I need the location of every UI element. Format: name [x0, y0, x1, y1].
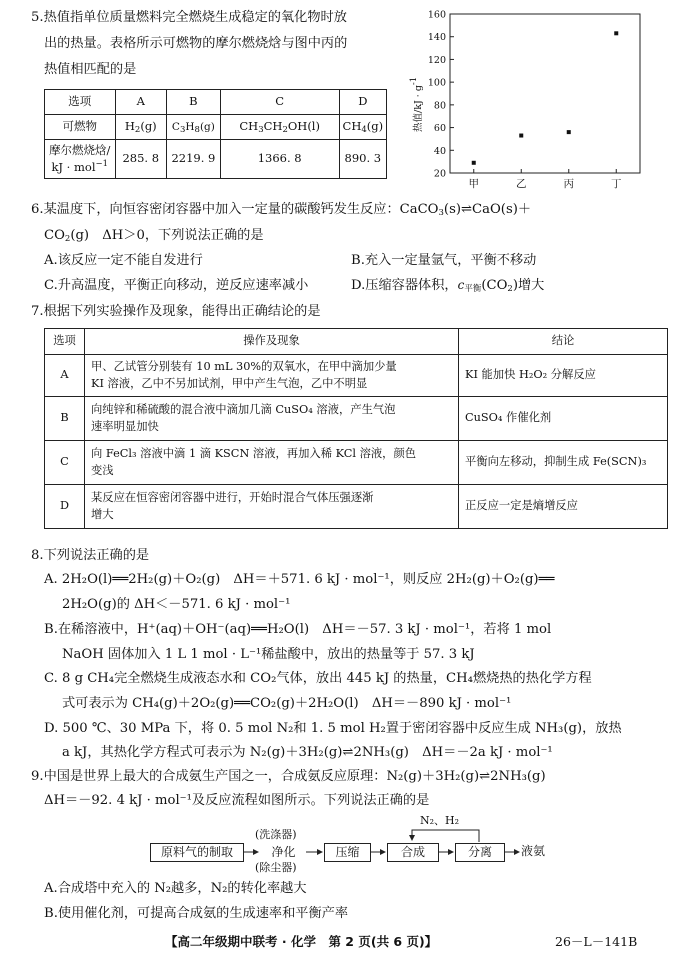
q8-b-line1: B.在稀溶液中，H⁺(aq)＋OH⁻(aq)══H₂O(l) ΔH＝－57. 3 kJ · mol⁻¹，若将 1 mol: [44, 622, 552, 637]
q6-stem-b: (s)⇌CaO(s)＋: [443, 202, 532, 217]
q6-stem-line1: 6.某温度下，向恒容密闭容器中加入一定量的碳酸钙发生反应：CaCO$_3$(s)⇌CaO(s)＋: [31, 202, 532, 218]
q5-th-b: B: [167, 90, 221, 115]
q8-stem: 8.下列说法正确的是: [31, 548, 150, 563]
q5-value-b: 2219. 9: [167, 140, 221, 179]
q7-row-a-op2: KI 溶液，乙中不另加试剂，甲中产生气泡，乙中不明显: [91, 376, 368, 390]
flow-recycle-label: N₂、H₂: [420, 814, 460, 827]
y-tick-label-160: 160: [427, 9, 446, 21]
flow-box2-top-label: (洗涤器): [255, 828, 297, 841]
q9-line1: 9.中国是世界上最大的合成氨生产国之一，合成氨反应原理：N₂(g)＋3H₂(g)⇌2NH₃(g): [31, 769, 546, 784]
q6-option-d-sub: 平衡: [464, 284, 482, 294]
q6-option-c: C.升高温度，平衡正向移动，逆反应速率减小: [44, 278, 309, 293]
q5-value-a: 285. 8: [115, 140, 167, 179]
flow-box2-bottom-label: (除尘器): [255, 861, 297, 874]
q7-row-c: [45, 441, 668, 485]
q6-option-a: A.该反应一定不能自发进行: [44, 253, 203, 268]
q8-c-line1: C. 8 g CH₄完全燃烧生成液态水和 CO₂气体，放出 445 kJ 的热量，CH₄燃烧热的热化学方程: [44, 671, 592, 686]
q7-table: [44, 328, 668, 529]
q5-chart: [418, 6, 646, 196]
q6-option-d-a: D.压缩容器体积，: [351, 278, 458, 293]
q6-option-d-d: )增大: [512, 278, 545, 293]
x-tick-label-1: 乙: [516, 178, 527, 190]
q7-row-a-conc: KI 能加快 H₂O₂ 分解反应: [459, 355, 668, 397]
q8-d-line1: D. 500 ℃、30 MPa 下，将 0. 5 mol N₂和 1. 5 mol H₂置于密闭容器中反应生成 NH₃(g)，放热: [44, 721, 622, 736]
q9-option-a: A.合成塔中充入的 N₂越多，N₂的转化率越大: [44, 881, 307, 896]
q5-table: [44, 89, 387, 179]
y-tick-label-40: 40: [433, 145, 446, 157]
q6-option-d: D.压缩容器体积，$c_{平衡}(CO_2)$增大: [351, 278, 545, 294]
q5-stem-line3: 热值相匹配的是: [44, 62, 137, 77]
q5-fuel-d: $CH_4(g)$: [339, 115, 386, 140]
q8-b-line2: NaOH 固体加入 1 L 1 mol · L⁻¹稀盐酸中，放出的热量等于 57. 3 kJ: [62, 647, 475, 662]
q8-a-line2: 2H₂O(g)的 ΔH＜－571. 6 kJ · mol⁻¹: [62, 597, 291, 612]
q7-row-a: [45, 355, 668, 397]
q7-row-a-op1: 甲、乙试管分别装有 10 mL 30%的双氧水，在甲中滴加少量: [91, 360, 397, 374]
q5-th-d: D: [339, 90, 386, 115]
q5-fuel-a: $H_2(g)$: [115, 115, 167, 140]
flow-recycle-arrow: [412, 830, 479, 842]
q5-th-a: A: [115, 90, 167, 115]
chart-y-axis-label-sup: -1: [409, 76, 419, 86]
y-tick-label-80: 80: [433, 100, 446, 112]
q7-row-c-op1: 向 FeCl₃ 溶液中滴 1 滴 KSCN 溶液，再加入稀 KCl 溶液，颜色: [91, 447, 417, 461]
q7-row-b-op2: 速率明显加快: [91, 419, 159, 433]
q5-stem-line2: 出的热量。表格所示可燃物的摩尔燃烧焓与图中丙的: [44, 36, 348, 51]
q7-th-option: 选项: [45, 329, 85, 355]
q5-stem-line1: 5.热值指单位质量燃料完全燃烧生成稳定的氧化物时放: [31, 10, 347, 25]
flow-box-separate: 分离: [455, 843, 505, 862]
point-丙: [567, 130, 571, 134]
x-tick-label-2: 丙: [563, 178, 574, 190]
flow-box-compress: 压缩: [324, 843, 371, 862]
y-tick-label-140: 140: [427, 32, 446, 44]
q7-row-b-opt: B: [45, 397, 85, 441]
y-tick-label-60: 60: [433, 123, 446, 135]
q7-row-d-opt: D: [45, 485, 85, 529]
q7-row-d-conc: 正反应一定是熵增反应: [459, 485, 668, 529]
q5-th-option: 选项: [45, 90, 116, 115]
q5-row-fuel-label: 可燃物: [45, 115, 116, 140]
q9-option-b: B.使用催化剂，可提高合成氨的生成速率和平衡产率: [44, 906, 349, 921]
q5-enthalpy-label-b: kJ · mol: [51, 160, 96, 174]
q7-row-c-opt: C: [45, 441, 85, 485]
q5-row-enthalpy-label: 摩尔燃烧焓/ kJ · mol$^{-1}$: [45, 140, 116, 179]
q8-a-line1: A. 2H₂O(l)══2H₂(g)＋O₂(g) ΔH＝＋571. 6 kJ · mol⁻¹，则反应 2H₂(g)＋O₂(g)══: [44, 572, 555, 587]
q6-option-b: B.充入一定量氩气，平衡不移动: [351, 253, 537, 268]
flow-box-purify: 净化: [260, 843, 307, 862]
q8-d-line2: a kJ，其热化学方程式可表示为 N₂(g)＋3H₂(g)⇌2NH₃(g) ΔH＝－2a kJ · mol⁻¹: [62, 745, 553, 760]
q5-fuel-b: $C_3H_8(g)$: [167, 115, 221, 140]
q7-row-c-op2: 变浅: [91, 463, 114, 477]
q6-stem2-a: CO: [44, 228, 65, 243]
q5-fuel-c: $CH_3CH_2OH(l)$: [220, 115, 339, 140]
flow-box-synthesis: 合成: [387, 843, 439, 862]
q7-row-b: [45, 397, 668, 441]
q7-row-d: [45, 485, 668, 529]
flow-output-label: 液氨: [521, 844, 546, 858]
q6-option-d-b: (CO: [481, 278, 508, 293]
q7-th-operation: 操作及现象: [85, 329, 459, 355]
q5-value-d: 890. 3: [339, 140, 386, 179]
point-乙: [519, 134, 523, 138]
q5-enthalpy-label-a: 摩尔燃烧焓/: [49, 142, 111, 157]
footer-page-info: 【高二年级期中联考 · 化学 第 2 页(共 6 页)】: [165, 934, 438, 949]
q7-row-d-op1: 某反应在恒容密闭容器中进行，开始时混合气体压强逐渐: [91, 491, 374, 505]
q7-row-d-op2: 增大: [91, 507, 114, 521]
chart-frame: [450, 14, 640, 173]
q6-option-d-c: c: [457, 278, 465, 292]
q8-c-line2: 式可表示为 CH₄(g)＋2O₂(g)══CO₂(g)＋2H₂O(l) ΔH＝－890 kJ · mol⁻¹: [62, 696, 512, 711]
y-tick-label-100: 100: [427, 77, 446, 89]
q6-stem-line2: $CO_2(g)$ ΔH＞0，下列说法正确的是: [44, 228, 264, 244]
x-tick-label-0: 甲: [468, 178, 479, 190]
q5-th-c: C: [220, 90, 339, 115]
footer-code: 26－L－141B: [555, 934, 638, 949]
q9-line2: ΔH＝－92. 4 kJ · mol⁻¹及反应流程如图所示。下列说法正确的是: [44, 793, 430, 808]
y-tick-label-20: 20: [433, 168, 446, 180]
chart-y-axis-label-text: 热值/kJ · g: [413, 85, 424, 132]
flow-box-raw-gas: 原料气的制取: [150, 843, 244, 862]
q7-row-b-conc: CuSO₄ 作催化剂: [459, 397, 668, 441]
x-tick-label-3: 丁: [611, 178, 622, 190]
q6-stem-a: 6.某温度下，向恒容密闭容器中加入一定量的碳酸钙发生反应：CaCO: [31, 202, 439, 217]
y-tick-label-120: 120: [427, 54, 446, 66]
q7-th-conclusion: 结论: [459, 329, 668, 355]
q5-value-c: 1366. 8: [220, 140, 339, 179]
q6-stem2-b: (g) ΔH＞0，下列说法正确的是: [70, 228, 264, 243]
q7-row-a-opt: A: [45, 355, 85, 397]
q7-stem: 7.根据下列实验操作及现象，能得出正确结论的是: [31, 304, 321, 319]
q7-row-c-conc: 平衡向左移动，抑制生成 Fe(SCN)₃: [459, 441, 668, 485]
q7-row-b-op1: 向纯锌和稀硫酸的混合液中滴加几滴 CuSO₄ 溶液，产生气泡: [91, 403, 396, 417]
point-丁: [614, 31, 618, 35]
point-甲: [472, 161, 476, 165]
